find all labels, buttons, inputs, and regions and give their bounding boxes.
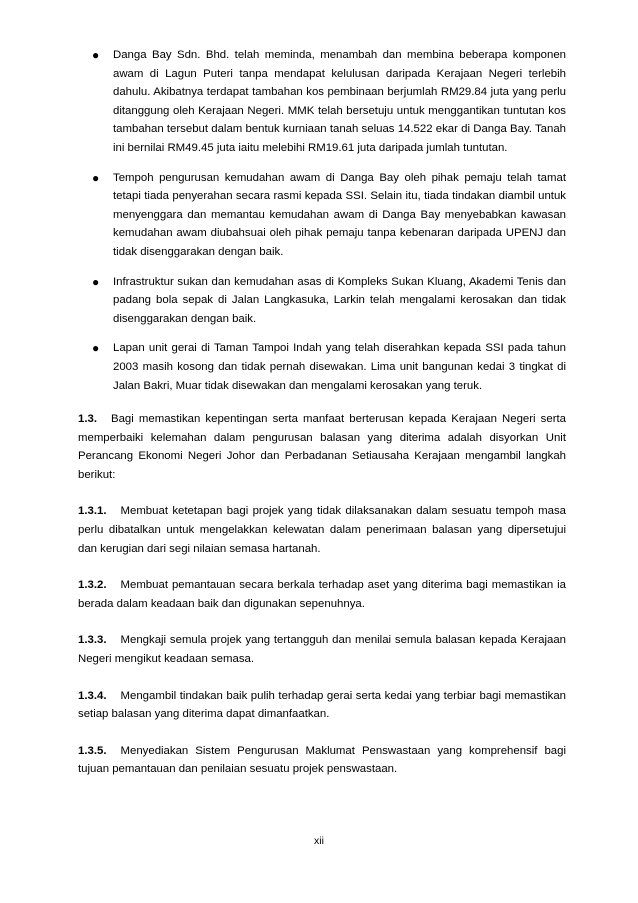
bullet-text: Lapan unit gerai di Taman Tampoi Indah yang telah diserahkan kepada SSI pada tahun 2003 masih kosong dan tidak pernah disewakan. Lima unit bangunan kedai 3 tingkat di Jalan Bakri, Muar tidak disewakan dan mengalami kerosakan yang teruk.	[113, 342, 566, 392]
section-paragraph	[78, 410, 566, 484]
section-text: Membuat ketetapan bagi projek yang tidak dilaksanakan dalam sesuatu tempoh masa perlu dibatalkan untuk mengelakkan kelewatan dalam penerimaan balasan yang dipersetujui dan kerugian dari segi nilaian semasa hartanah.	[78, 505, 566, 555]
section-number: 1.3.5.	[78, 744, 107, 757]
bullet-item	[88, 46, 566, 158]
section-number: 1.3.4.	[78, 689, 107, 702]
section-1-3-2	[78, 576, 566, 613]
recommendation-sections	[78, 410, 566, 797]
section-1-3-3	[78, 631, 566, 668]
section-paragraph	[78, 687, 566, 724]
bullet-icon: ●	[92, 48, 100, 62]
bullet-icon: ●	[92, 170, 100, 185]
section-paragraph	[78, 631, 566, 668]
section-text: Mengkaji semula projek yang tertangguh dan menilai semula balasan kepada Kerajaan Negeri mengikut keadaan semasa.	[78, 634, 566, 665]
bullet-text: Danga Bay Sdn. Bhd. telah meminda, menambah dan membina beberapa komponen awam di Lagun Puteri tanpa mendapat kelulusan daripada Kerajaan Negeri terlebih dahulu. Akibatnya terdapat tambahan kos pembinaan berjumlah RM29.84 juta yang perlu ditanggung oleh Kerajaan Negeri. MMK telah bersetuju untuk menggantikan tuntutan kos tambahan tersebut dalam bentuk kurniaan tanah seluas 14.522 ekar di Danga Bay. Tanah ini bernilai RM49.45 juta iaitu melebihi RM19.61 juta daripada jumlah tuntutan.	[113, 49, 566, 154]
section-1-3	[78, 410, 566, 484]
section-1-3-5	[78, 742, 566, 779]
section-number: 1.3.1.	[78, 505, 107, 518]
bullet-text: Infrastruktur sukan dan kemudahan asas di Kompleks Sukan Kluang, Akademi Tenis dan padang bola sepak di Jalan Langkasuka, Larkin telah mengalami kerosakan dan tidak disenggarakan dengan baik.	[113, 275, 566, 325]
bullet-item	[88, 273, 566, 329]
bullet-item	[88, 339, 566, 395]
section-text: Mengambil tindakan baik pulih terhadap gerai serta kedai yang terbiar bagi memastikan setiap balasan yang diterima dapat dimanfaatkan.	[78, 689, 566, 721]
section-number: 1.3.	[78, 413, 97, 425]
section-paragraph	[78, 502, 566, 558]
bullet-icon: ●	[92, 341, 100, 356]
bullet-item	[88, 169, 566, 262]
section-number: 1.3.2.	[78, 579, 107, 592]
bullet-text: Tempoh pengurusan kemudahan awam di Danga Bay oleh pihak pemaju telah tamat tetapi tiada penyerahan secara rasmi kepada SSI. Selain itu, tiada tindakan diambil untuk menyenggara dan memantau kemudahan awam di Danga Bay menyebabkan kawasan kemudahan awam diubahsuai oleh pihak pemaju tanpa kebenaran daripada UPENJ dan tidak disenggarakan dengan baik.	[113, 171, 566, 258]
section-text: Membuat pemantauan secara berkala terhadap aset yang diterima bagi memastikan ia berada dalam keadaan baik dan digunakan sepenuhnya.	[78, 579, 566, 610]
page-number: xii	[314, 835, 324, 847]
section-1-3-4	[78, 687, 566, 724]
bullet-icon: ●	[92, 274, 100, 289]
section-paragraph	[78, 742, 566, 779]
section-number: 1.3.3.	[78, 634, 107, 647]
bullet-list	[88, 46, 566, 406]
section-text: Bagi memastikan kepentingan serta manfaat berterusan kepada Kerajaan Negeri serta memperbaiki kelemahan dalam pengurusan balasan yang diterima adalah disyorkan Unit Perancang Ekonomi Negeri Johor dan Perbadanan Setiausaha Kerajaan mengambil langkah berikut:	[78, 413, 566, 481]
section-text: Menyediakan Sistem Pengurusan Maklumat Penswastaan yang komprehensif bagi tujuan pemantauan dan penilaian sesuatu projek penswastaan.	[78, 744, 566, 776]
section-1-3-1	[78, 502, 566, 558]
section-paragraph	[78, 576, 566, 613]
